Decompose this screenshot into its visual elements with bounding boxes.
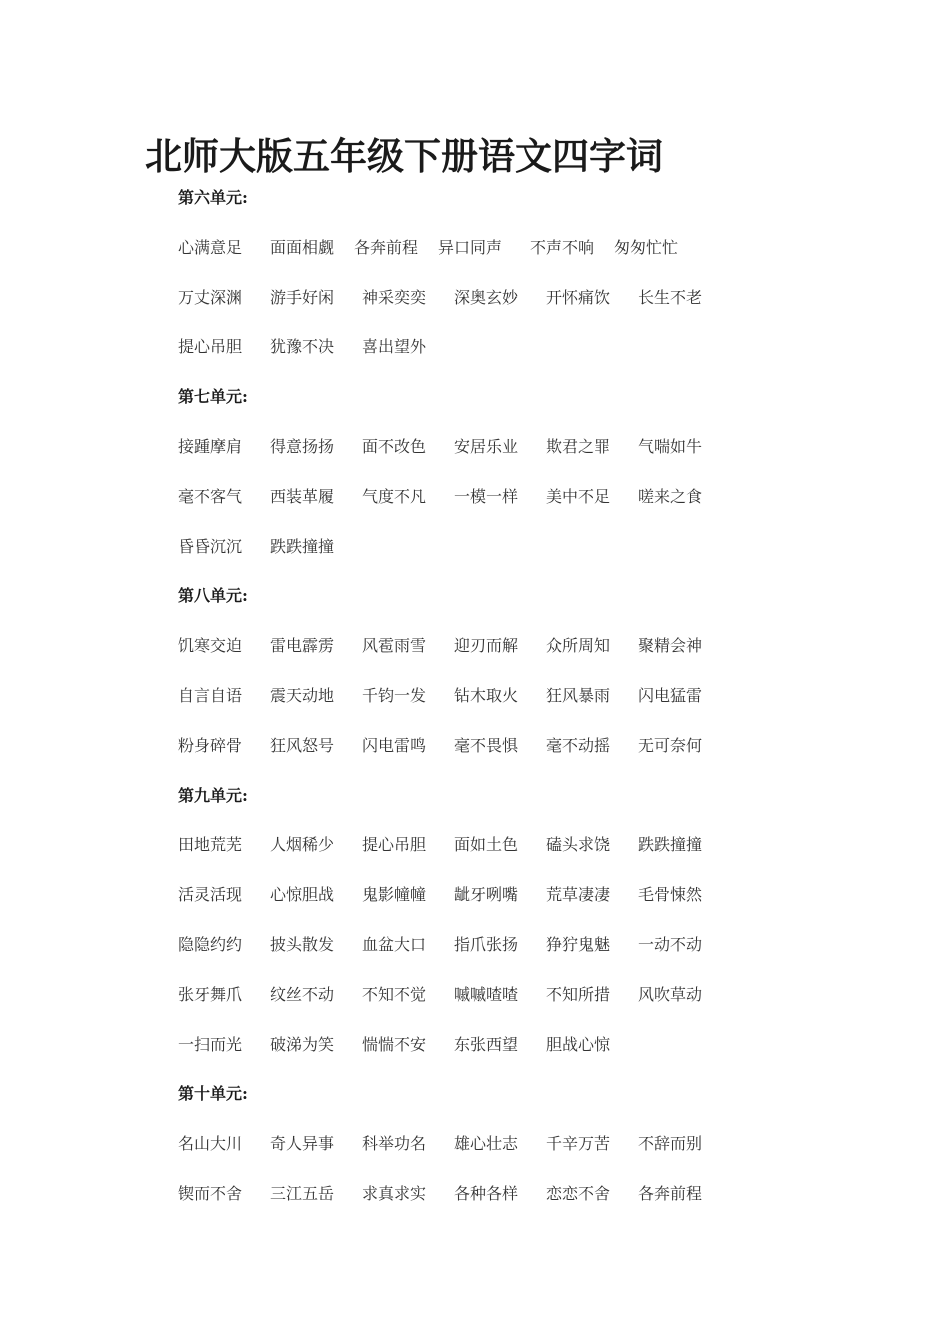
word-row	[178, 827, 738, 877]
idiom-word: 狰狞鬼魅	[546, 934, 611, 954]
idiom-word: 狂风暴雨	[546, 685, 611, 705]
idiom-word: 雷电霹雳	[270, 636, 335, 656]
word-row	[178, 230, 738, 280]
idiom-word: 长生不老	[638, 287, 703, 307]
idiom-word: 聚精会神	[638, 636, 703, 656]
idiom-word: 毛骨悚然	[638, 885, 703, 905]
idiom-word: 求真求实	[362, 1183, 427, 1203]
idiom-word: 无可奈何	[638, 735, 703, 755]
idiom-word: 纹丝不动	[270, 984, 335, 1004]
idiom-word: 血盆大口	[362, 934, 427, 954]
idiom-word: 犹豫不决	[270, 337, 335, 357]
idiom-word: 名山大川	[178, 1134, 243, 1154]
idiom-word: 各奔前程	[638, 1183, 703, 1203]
word-row	[178, 479, 738, 529]
idiom-word: 破涕为笑	[270, 1034, 335, 1054]
idiom-word: 磕头求饶	[546, 835, 611, 855]
unit-heading: 第八单元:	[178, 586, 248, 606]
idiom-word: 面面相觑	[270, 237, 335, 257]
document-title: 北师大版五年级下册语文四字词	[145, 134, 663, 178]
idiom-word: 三江五岳	[270, 1183, 335, 1203]
idiom-word: 自言自语	[178, 685, 243, 705]
idiom-word: 心满意足	[178, 237, 243, 257]
idiom-word: 面如土色	[454, 835, 519, 855]
idiom-word: 接踵摩肩	[178, 436, 243, 456]
idiom-word: 安居乐业	[454, 436, 519, 456]
idiom-word: 惴惴不安	[362, 1034, 427, 1054]
idiom-word: 隐隐约约	[178, 934, 243, 954]
idiom-word: 各种各样	[454, 1183, 519, 1203]
word-row	[178, 927, 738, 977]
idiom-word: 胆战心惊	[546, 1034, 611, 1054]
word-row	[178, 429, 738, 479]
idiom-word: 万丈深渊	[178, 287, 243, 307]
idiom-word: 异口同声	[438, 237, 503, 257]
unit-heading: 第十单元:	[178, 1084, 248, 1104]
idiom-word: 人烟稀少	[270, 835, 335, 855]
word-row	[178, 529, 738, 579]
idiom-word: 雄心壮志	[454, 1134, 519, 1154]
idiom-word: 提心吊胆	[178, 337, 243, 357]
idiom-word: 风吹草动	[638, 984, 703, 1004]
idiom-word: 不辞而别	[638, 1134, 703, 1154]
word-row	[178, 329, 738, 379]
idiom-word: 钻木取火	[454, 685, 519, 705]
idiom-word: 各奔前程	[354, 237, 419, 257]
idiom-word: 风雹雨雪	[362, 636, 427, 656]
idiom-word: 恋恋不舍	[546, 1183, 611, 1203]
idiom-word: 气喘如牛	[638, 436, 703, 456]
idiom-word: 田地荒芜	[178, 835, 243, 855]
idiom-word: 嗟来之食	[638, 486, 703, 506]
idiom-word: 喜出望外	[362, 337, 427, 357]
idiom-word: 游手好闲	[270, 287, 335, 307]
idiom-word: 一动不动	[638, 934, 703, 954]
unit-heading: 第七单元:	[178, 387, 248, 407]
idiom-word: 迎刃而解	[454, 636, 519, 656]
idiom-word: 毫不畏惧	[454, 735, 519, 755]
idiom-word: 面不改色	[362, 436, 427, 456]
idiom-word: 提心吊胆	[362, 835, 427, 855]
idiom-word: 跌跌撞撞	[270, 536, 335, 556]
idiom-word: 奇人异事	[270, 1134, 335, 1154]
idiom-word: 深奥玄妙	[454, 287, 519, 307]
idiom-word: 闪电猛雷	[638, 685, 703, 705]
idiom-word: 千辛万苦	[546, 1134, 611, 1154]
idiom-word: 鬼影幢幢	[362, 885, 427, 905]
idiom-word: 欺君之罪	[546, 436, 611, 456]
idiom-word: 千钧一发	[362, 685, 427, 705]
word-row	[178, 628, 738, 678]
idiom-word: 锲而不舍	[178, 1183, 243, 1203]
idiom-word: 粉身碎骨	[178, 735, 243, 755]
idiom-word: 狂风怒号	[270, 735, 335, 755]
idiom-word: 西装革履	[270, 486, 335, 506]
idiom-word: 气度不凡	[362, 486, 427, 506]
idiom-word: 不知所措	[546, 984, 611, 1004]
idiom-word: 科举功名	[362, 1134, 427, 1154]
idiom-word: 活灵活现	[178, 885, 243, 905]
idiom-word: 跌跌撞撞	[638, 835, 703, 855]
word-row	[178, 1126, 738, 1176]
idiom-word: 闪电雷鸣	[362, 735, 427, 755]
idiom-word: 匆匆忙忙	[614, 237, 679, 257]
idiom-word: 披头散发	[270, 934, 335, 954]
idiom-word: 龇牙咧嘴	[454, 885, 519, 905]
idiom-word: 嘁嘁喳喳	[454, 984, 519, 1004]
idiom-word: 得意扬扬	[270, 436, 335, 456]
word-row	[178, 1027, 738, 1077]
idiom-word: 张牙舞爪	[178, 984, 243, 1004]
idiom-word: 心惊胆战	[270, 885, 335, 905]
idiom-word: 毫不客气	[178, 486, 243, 506]
idiom-word: 昏昏沉沉	[178, 536, 243, 556]
idiom-word: 荒草凄凄	[546, 885, 611, 905]
word-row	[178, 728, 738, 778]
word-row	[178, 678, 738, 728]
idiom-word: 美中不足	[546, 486, 611, 506]
idiom-word: 指爪张扬	[454, 934, 519, 954]
word-list-content	[178, 180, 738, 1226]
unit-heading: 第九单元:	[178, 785, 248, 805]
word-row	[178, 877, 738, 927]
word-row	[178, 280, 738, 330]
idiom-word: 震天动地	[270, 685, 335, 705]
idiom-word: 毫不动摇	[546, 735, 611, 755]
idiom-word: 一模一样	[454, 486, 519, 506]
idiom-word: 一扫而光	[178, 1034, 243, 1054]
word-row	[178, 1176, 738, 1226]
idiom-word: 饥寒交迫	[178, 636, 243, 656]
idiom-word: 东张西望	[454, 1034, 519, 1054]
unit-heading: 第六单元:	[178, 188, 248, 207]
idiom-word: 不知不觉	[362, 984, 427, 1004]
idiom-word: 神采奕奕	[362, 287, 427, 307]
word-row	[178, 977, 738, 1027]
idiom-word: 开怀痛饮	[546, 287, 611, 307]
idiom-word: 不声不响	[530, 237, 595, 257]
idiom-word: 众所周知	[546, 636, 611, 656]
